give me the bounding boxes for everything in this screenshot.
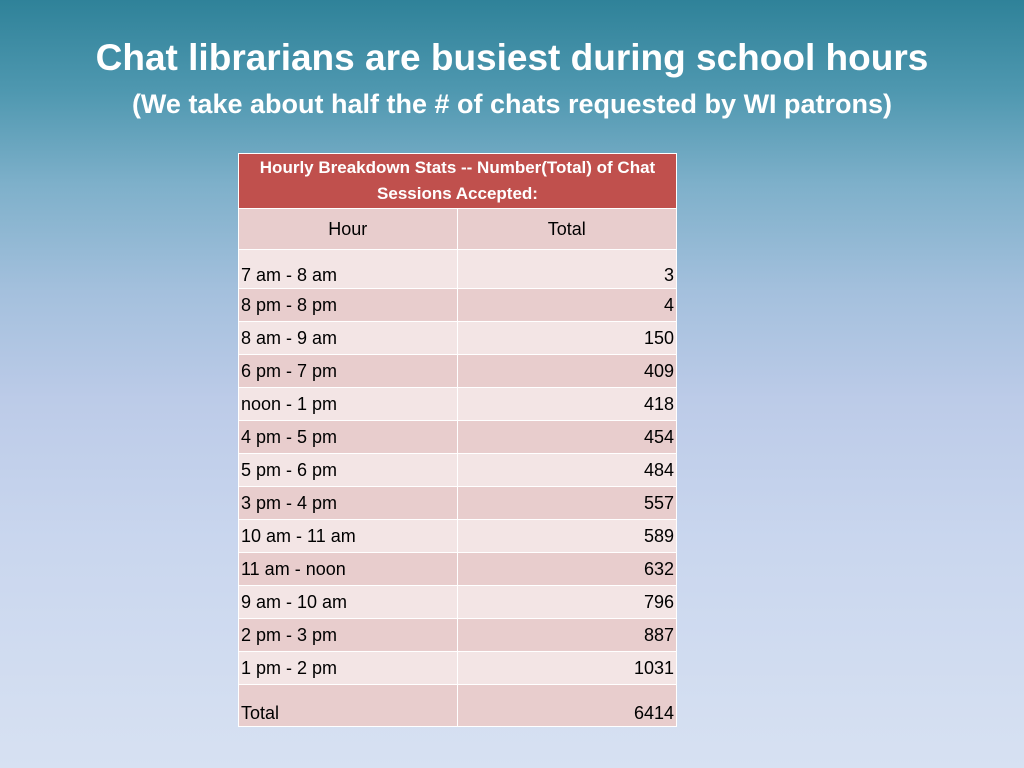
table-row: [239, 454, 677, 487]
total-value: 6414: [457, 685, 677, 727]
hour-cell: 9 am - 10 am: [239, 586, 458, 619]
hour-cell: 11 am - noon: [239, 553, 458, 586]
hour-cell: 1 pm - 2 pm: [239, 652, 458, 685]
total-cell: 557: [457, 487, 677, 520]
column-header-total: Total: [457, 209, 677, 250]
column-header-row: [239, 209, 677, 250]
table-row: [239, 586, 677, 619]
total-cell: 409: [457, 355, 677, 388]
total-cell: 3: [457, 250, 677, 289]
table-row: [239, 322, 677, 355]
hour-cell: 7 am - 8 am: [239, 250, 458, 289]
total-cell: 632: [457, 553, 677, 586]
total-cell: 1031: [457, 652, 677, 685]
column-header-hour: Hour: [239, 209, 458, 250]
table-row: [239, 487, 677, 520]
total-cell: 454: [457, 421, 677, 454]
total-cell: 796: [457, 586, 677, 619]
slide-title: Chat librarians are busiest during school hours: [95, 37, 929, 78]
table-row: [239, 289, 677, 322]
total-cell: 887: [457, 619, 677, 652]
total-row: [239, 685, 677, 727]
total-cell: 589: [457, 520, 677, 553]
hour-cell: 8 am - 9 am: [239, 322, 458, 355]
hour-cell: 3 pm - 4 pm: [239, 487, 458, 520]
table-row: [239, 553, 677, 586]
hour-cell: 10 am - 11 am: [239, 520, 458, 553]
table-row: [239, 421, 677, 454]
table-row: [239, 520, 677, 553]
table-row: [239, 250, 677, 289]
total-cell: 418: [457, 388, 677, 421]
total-label: Total: [239, 685, 458, 727]
hour-cell: 8 pm - 8 pm: [239, 289, 458, 322]
table-row: [239, 388, 677, 421]
hour-cell: 4 pm - 5 pm: [239, 421, 458, 454]
slide-subtitle: (We take about half the # of chats requested by WI patrons): [131, 89, 893, 119]
total-cell: 484: [457, 454, 677, 487]
table-row: [239, 355, 677, 388]
hour-cell: 5 pm - 6 pm: [239, 454, 458, 487]
total-cell: 4: [457, 289, 677, 322]
hour-cell: 2 pm - 3 pm: [239, 619, 458, 652]
table-caption: Hourly Breakdown Stats -- Number(Total) of Chat Sessions Accepted:: [239, 154, 677, 209]
table-row: [239, 652, 677, 685]
table-row: [239, 619, 677, 652]
hour-cell: 6 pm - 7 pm: [239, 355, 458, 388]
hour-cell: noon - 1 pm: [239, 388, 458, 421]
table-body: [239, 250, 677, 727]
hourly-stats-table: [238, 153, 677, 727]
total-cell: 150: [457, 322, 677, 355]
table-caption-row: [239, 154, 677, 209]
